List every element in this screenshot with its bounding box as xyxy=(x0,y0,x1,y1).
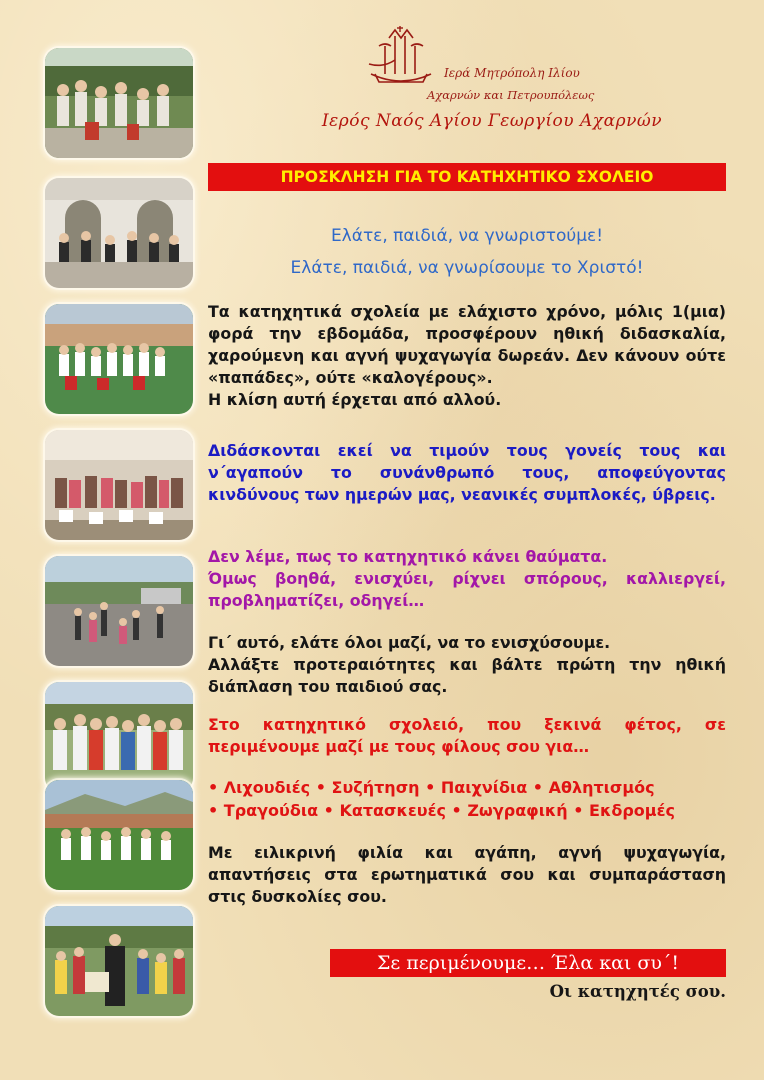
photo-children-with-priest xyxy=(45,906,193,1016)
photo-children-group-outdoor xyxy=(45,48,193,158)
paragraph-text: Γι΄ αυτό, ελάτε όλοι μαζί, να το ενισχύσουμε. xyxy=(208,633,611,652)
signature: Οι κατηχητές σου. xyxy=(549,982,726,1001)
invitation-title-banner: ΠΡΟΣΚΛΗΣΗ ΓΙΑ ΤΟ ΚΑΤΗΧΗΤΙΚΟ ΣΧΟΛΕΙΟ xyxy=(208,163,726,191)
metropolis-name-line1: Ιερά Μητρόπολη Ιλίου xyxy=(444,66,580,80)
invite-line-1: Ελάτε, παιδιά, να γνωριστούμε! xyxy=(330,226,604,246)
metropolis-name-line2: Αχαρνών και Πετρουπόλεως xyxy=(427,88,595,102)
photo-children-football-pitch xyxy=(45,304,193,414)
paragraph-support-call xyxy=(208,632,726,698)
paragraph-text: Η κλίση αυτή έρχεται από αλλού. xyxy=(208,390,502,409)
paragraph-text: Όμως βοηθά, ενισχύει, ρίχνει σπόρους, καλλιεργεί, προβληματίζει, οδηγεί… xyxy=(208,569,726,610)
paragraph-text: Διδάσκονται εκεί να τιμούν τους γονείς τους και ν΄αγαπούν το συνάνθρωπό τους, αποφεύγοντας κινδύνους των ημερών μας, νεανικές συμπλοκές, ύβρεις. xyxy=(208,441,726,504)
photo-children-playing-square xyxy=(45,556,193,666)
paragraph-text: Αλλάξτε προτεραιότητες και βάλτε πρώτη την ηθική διάπλαση του παιδιού σας. xyxy=(208,655,726,696)
paragraph-text: Τα κατηχητικά σχολεία με ελάχιστο χρόνο, μόλις 1(μια) φορά την εβδομάδα, προσφέρουν ηθική διδασκαλία, χαρούμενη και αγνή ψυχαγωγία δωρεάν. Δεν κάνουν ούτε «παπάδες», ούτε «καλογέρους». xyxy=(208,302,726,387)
paragraph-catechism-schools xyxy=(208,301,726,411)
paragraph-waiting-for-you xyxy=(208,714,726,758)
activities-line-1: • Λιχουδιές • Συζήτηση • Παιχνίδια • Αθλητισμός xyxy=(208,778,655,797)
paragraph-teachings xyxy=(208,440,726,506)
activities-list xyxy=(208,776,726,822)
activities-line-2: • Τραγούδια • Κατασκευές • Ζωγραφική • Εκδρομές xyxy=(208,801,675,820)
photo-children-classroom-gifts xyxy=(45,430,193,540)
paragraph-text: Στο κατηχητικό σχολειό, που ξεκινά φέτος, σε περιμένουμε μαζί με τους φίλους σου για… xyxy=(208,715,726,756)
church-name: Ιερός Ναός Αγίου Γεωργίου Αχαρνών xyxy=(321,111,663,131)
ship-with-church-logo-icon xyxy=(365,24,437,96)
photo-children-church-entrance xyxy=(45,178,193,288)
paragraph-no-miracles xyxy=(208,546,726,612)
invite-line-2: Ελάτε, παιδιά, να γνωρίσουμε το Χριστό! xyxy=(290,258,644,278)
paragraph-text: Με ειλικρινή φιλία και αγάπη, αγνή ψυχαγωγία, απαντήσεις στα ερωτηματικά σου και συμπαράσταση στις δυσκολίες σου. xyxy=(208,843,726,906)
paragraph-text: Δεν λέμε, πως το κατηχητικό κάνει θαύματα. xyxy=(208,547,608,566)
closing-banner: Σε περιμένουμε… Έλα και συ΄! xyxy=(330,949,726,977)
paragraph-friendship xyxy=(208,842,726,908)
photo-children-group-smiling xyxy=(45,682,193,792)
photo-children-sports-field xyxy=(45,780,193,890)
